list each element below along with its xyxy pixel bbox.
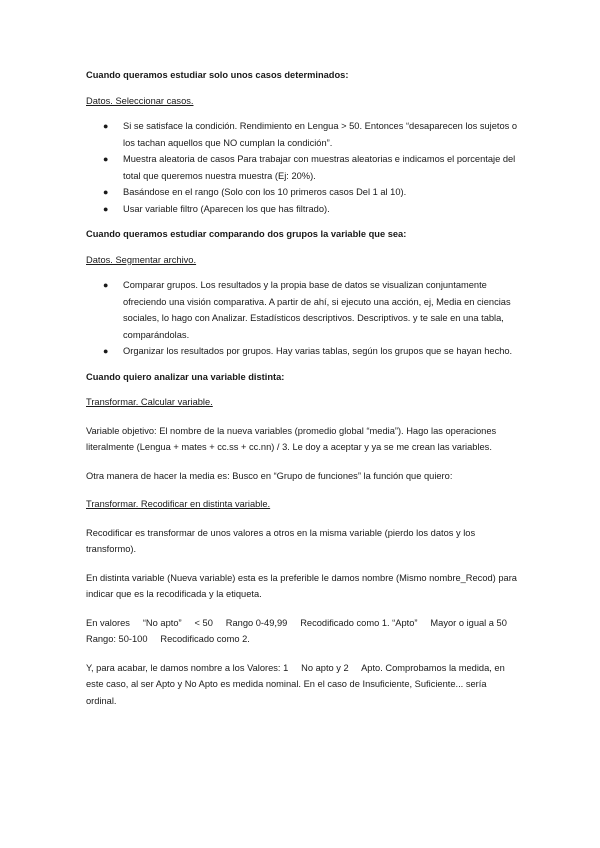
select-cases-list [86,118,518,217]
menu-path-recode: Transformar. Recodificar en distinta variable. [86,499,271,509]
list-item: ● Si se satisface la condición. Rendimiento en Lengua > 50. Entonces “desaparecen los sujetos o los tachan aquellos que NO cumplan la condición”. [86,118,518,151]
menu-path-split-file: Datos. Segmentar archivo. [86,254,197,265]
section-heading-select-cases: Cuando queramos estudiar solo unos casos determinados: [86,70,349,80]
paragraph-target-variable: Variable objetivo: El nombre de la nueva variables (promedio global “media”). Hago las operaciones literalmente (Lengua + mates + cc.ss + cc.nn) / 3. Le doy a aceptar y ya se me crean las variables. [86,425,497,452]
split-file-list [86,277,518,360]
bullet-icon: ● [103,187,109,197]
list-item: ● Organizar los resultados por grupos. Hay varias tablas, según los grupos que se hayan hecho. [86,343,518,360]
list-item: ● Muestra aleatoria de casos Para trabajar con muestras aleatorias e indicamos el porcentaje del total que queremos nuestra muestra (Ej: 20%). [86,151,518,184]
section-heading-compute-variable: Cuando quiero analizar una variable distinta: [86,371,285,382]
bullet-icon: ● [103,154,109,164]
document-content [86,67,518,709]
menu-path-compute-variable: Transformar. Calcular variable. [86,397,213,407]
bullet-icon: ● [103,203,109,214]
paragraph-new-variable: En distinta variable (Nueva variable) esta es la preferible le damos nombre (Mismo nombre_Recod) para indicar que es la recodificada y la etiqueta. [86,572,517,599]
paragraph-function-group: Otra manera de hacer la media es: Busco en “Grupo de funciones” la función que quiero: [86,470,453,481]
list-item: ● Basándose en el rango (Solo con los 10 primeros casos Del 1 al 10). [86,184,518,201]
paragraph-recode-definition: Recodificar es transformar de unos valores a otros en la misma variable (pierdo los datos y los transformo). [86,527,476,554]
bullet-icon: ● [103,280,109,290]
bullet-icon: ● [103,346,109,356]
paragraph-values: En valores “No apto” < 50 Rango 0-49,99 Recodificado como 1. “Apto” Mayor o igual a 50 Rango: 50-100 Recodificado como 2. [86,617,520,644]
list-item: ● Usar variable filtro (Aparecen los que has filtrado). [86,201,518,218]
paragraph-value-labels: Y, para acabar, le damos nombre a los Valores: 1 No apto y 2 Apto. Comprobamos la medida, en este caso, al ser Apto y No Apto es medida nominal. En el caso de Insuficiente, Suficiente... sería ordinal. [86,662,508,706]
menu-path-select-cases: Datos. Seleccionar casos. [86,95,194,106]
section-heading-split-file: Cuando queramos estudiar comparando dos grupos la variable que sea: [86,229,407,239]
list-item: ● Comparar grupos. Los resultados y la propia base de datos se visualizan conjuntamente ofreciendo una visión comparativa. A partir de ahí, si ejecuto una acción, ej, Media en ciencias sociales, lo hago con Analizar. Estadísticos descriptivos. Descriptivos. y te sale en una tabla, comparándolas. [86,277,518,343]
bullet-icon: ● [103,121,109,131]
